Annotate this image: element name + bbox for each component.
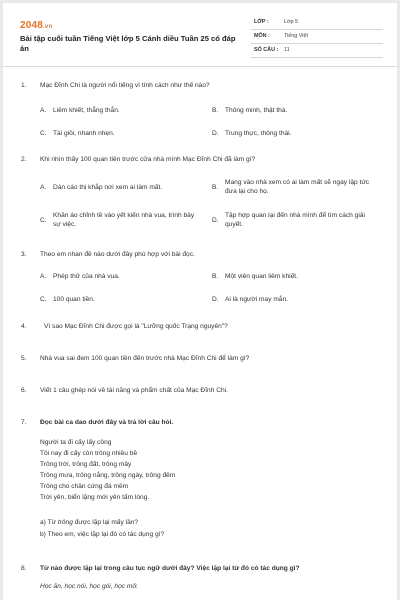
option-text: Liêm khiết, thẳng thắn.: [53, 107, 120, 114]
meta-value: Tiếng Việt: [284, 33, 308, 39]
option-text: 100 quan tiền.: [53, 296, 95, 303]
subquestion-a-suffix: được lặp lại mấy lần?: [72, 519, 139, 526]
question-number: 1.: [21, 82, 27, 89]
question-number: 7.: [21, 419, 27, 426]
question-text: Nhà vua sai đem 100 quan tiền đến trước nhà Mạc Đĩnh Chi để làm gì?: [40, 355, 250, 362]
logo-text: 2048: [20, 20, 44, 31]
poem-line: Trông mưa, trông nắng, trông ngày, trông đêm: [40, 472, 176, 479]
meta-value: Lớp 5: [284, 19, 299, 25]
meta-key: SỐ CÂU :: [254, 47, 279, 53]
subquestion-a: [40, 519, 320, 528]
poem: [40, 439, 320, 505]
header: [3, 3, 397, 65]
question-number: 4.: [21, 323, 27, 330]
option-text: Dán cáo thị khắp nơi xem ai làm mất.: [53, 184, 163, 191]
question-text: Theo em nhan đề nào dưới đây phù hợp với bài đọc.: [40, 251, 195, 258]
question-number: 3.: [21, 251, 27, 258]
option-letter: C.: [40, 130, 47, 137]
site-logo[interactable]: [20, 19, 52, 33]
option-text: Khăn áo chỉnh tề vào yết kiến nhà vua, trình bày sự việc.: [53, 212, 195, 228]
question-text: Viết 1 câu ghép nói về tài năng và phẩm chất của Mạc Đĩnh Chi.: [40, 387, 228, 394]
option-text: Phép thử của nhà vua.: [53, 273, 120, 280]
meta-row-class: [251, 16, 383, 30]
poem-line: Trông trời, trông đất, trông mây: [40, 461, 132, 468]
option-text: Tài giỏi, nhanh nhẹn.: [53, 130, 115, 137]
question-number: 5.: [21, 355, 27, 362]
option-text: Một viên quan liêm khiết.: [225, 273, 298, 280]
option-letter: D.: [212, 296, 219, 303]
option-letter: A.: [40, 107, 47, 114]
subquestion-a-prefix: a) Từ: [40, 519, 58, 526]
worksheet-page: [3, 3, 397, 600]
page-title: Bài tập cuối tuần Tiếng Việt lớp 5 Cánh diều Tuần 25 có đáp án: [20, 34, 236, 54]
logo-suffix: .vn: [43, 24, 53, 30]
question-number: 2.: [21, 156, 27, 163]
meta-value: 11: [284, 47, 290, 53]
option-text: Trung thực, thông thái.: [225, 130, 292, 137]
option-text: Ai là người may mắn.: [225, 296, 288, 303]
poem-line: Trông cho chân cứng đá mềm: [40, 483, 129, 490]
meta-row-subject: [251, 30, 383, 44]
option-letter: A.: [40, 184, 47, 191]
meta-row-count: [251, 44, 383, 58]
option-letter: A.: [40, 273, 47, 280]
option-text: Thông minh, thật thà.: [225, 107, 288, 114]
option-letter: D.: [212, 130, 219, 137]
question-text: Vì sao Mạc Đĩnh Chi được gọi là "Lưỡng quốc Trạng nguyên"?: [44, 323, 228, 330]
header-divider: [3, 66, 397, 67]
option-letter: C.: [40, 217, 47, 224]
option-letter: C.: [40, 296, 47, 303]
subquestion-a-keyword: trông: [57, 519, 73, 526]
option-letter: D.: [212, 217, 219, 224]
proverb-quote: Học ăn, học nói, học gói, học mở.: [40, 583, 139, 590]
question-text: Từ nào được lặp lại trong câu tục ngữ dưới đây? Việc lặp lại từ đó có tác dụng gì?: [40, 565, 300, 572]
meta-table: [251, 16, 383, 58]
question-number: 6.: [21, 387, 27, 394]
question-text: Mạc Đĩnh Chi là người nổi tiếng vì tính cách như thế nào?: [40, 82, 210, 89]
question-number: 8.: [21, 565, 27, 572]
question-text: Khi nhìn thấy 100 quan tiền trước cửa nhà mình Mạc Đĩnh Chi đã làm gì?: [40, 156, 256, 163]
subquestion-b: b) Theo em, việc lặp lại đó có tác dụng gì?: [40, 531, 165, 538]
meta-key: LỚP :: [254, 19, 269, 25]
option-letter: B.: [212, 273, 219, 280]
option-letter: B.: [212, 184, 219, 191]
poem-line: Trời yên, biển lặng mới yên tấm lòng.: [40, 494, 150, 501]
option-text: Mang vào nhà xem có ai làm mất sẽ ngay lập tức đưa lại cho họ.: [225, 179, 370, 195]
option-letter: B.: [212, 107, 219, 114]
question-text: Đọc bài ca dao dưới đây và trả lời câu hỏi.: [40, 419, 174, 426]
poem-line: Người ta đi cấy lấy công: [40, 439, 112, 446]
meta-key: MÔN :: [254, 33, 270, 39]
poem-line: Tôi nay đi cấy còn trông nhiều bề: [40, 450, 138, 457]
option-text: Tập hợp quan lại đến nhà mình để tìm cách giải quyết.: [225, 212, 365, 228]
